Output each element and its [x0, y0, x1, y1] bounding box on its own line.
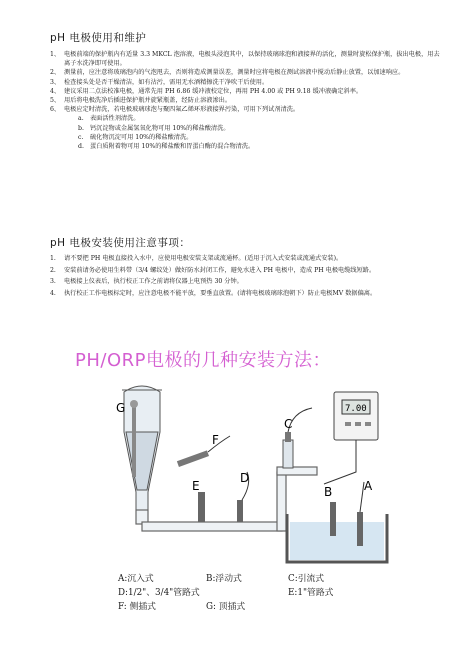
maintenance-list: [50, 50, 445, 151]
legend-row: [118, 600, 333, 614]
list-item: 2、 测量前，应注意将玻璃泡内的气泡甩去，否则将造成测量误差，测量时应将电极在测试溶液中搅动后静止放置，以加速响应。: [50, 69, 405, 77]
legend-item: G: 顶插式: [206, 602, 246, 612]
label-d: D: [240, 471, 250, 485]
legend-item: B:浮动式: [206, 574, 242, 584]
label-b: B: [324, 485, 333, 499]
tank-illustration: [122, 386, 162, 512]
section-title-installation: pH 电极安装使用注意事项：: [50, 237, 191, 249]
list-item-text: 电极前端的保护瓶内有适量 3.3 MKCL 泡溶液，电极头浸泡其中，以保持玻璃球泡和液接界的活化，测量时旋松保护瓶，拔出电极，用去离子水洗净即可使用。: [64, 51, 440, 68]
installation-notes-list: [50, 254, 445, 300]
list-item: 4. 执行校正工作电极标定时，应注意电极不能平放，要垂直放置。(请将电极玻璃球泡朝下）防止电极MV 数据偏离。: [50, 289, 377, 297]
list-item: 2. 安装前请务必使用生料带（3/4 螺纹处）做好防水封闭工作，避免水进入 PH 电极中，造成 PH 电极电缆线短路。: [50, 266, 376, 274]
list-item-text: 建议采用二点法校准电极，通常先用 PH 6.86 缓冲液校定位，再用 PH 4.00 或 PH 9.18 缓冲液确定斜率。: [64, 87, 363, 95]
sub-list-item: b. 钙沉淀物或金属氢氧化物可用 10%的稀盐酸清洗。: [78, 124, 230, 132]
list-item-text: 用后将电极洗净后插进保护瓶并旋紧瓶盖，经防止溶液渗出。: [64, 97, 232, 105]
legend-item: C:引流式: [288, 574, 325, 584]
section-title-maintenance: pH 电极使用和维护: [50, 32, 147, 44]
list-item-text: 测量前，应注意将玻璃泡内的气泡甩去，否则将造成测量误差，测量时应将电极在测试溶液中搅动后静止放置，以加速响应。: [64, 69, 405, 77]
pipe-half-inch-electrode: [237, 471, 249, 522]
legend-row: [118, 572, 333, 586]
sub-list-item: c. 硫化物沉淀可用 10%的稀盐酸清洗。: [78, 133, 193, 141]
list-item: 5、 用后将电极洗净后插进保护瓶并旋紧瓶盖，经防止溶液渗出。: [50, 97, 232, 105]
list-item-text: 电极应定时清洗，若电极玻璃球泡与聚四氟乙烯环形液接界污染，可用下列试剂清洗。: [64, 106, 300, 114]
list-item: 6、 电极应定时清洗，若电极玻璃球泡与聚四氟乙烯环形液接界污染，可用下列试剂清洗。 a. 表面活性剂清洗。 b. 钙沉淀物或金属氢氧化物可用 10%的稀盐酸清洗。 c. 硫化物沉淀可用 10%的稀盐酸清洗。 d. 蛋白质附着物可用 10%的稀盐酸和胃蛋白酶的混合物清洗。: [50, 105, 445, 151]
label-a: A: [364, 479, 373, 493]
ph-meter: [324, 392, 378, 484]
label-e: E: [192, 479, 200, 493]
water-basin: [287, 514, 387, 562]
list-item: 4、 建议采用二点法校准电极，通常先用 PH 6.86 缓冲液校定位，再用 PH 4.00 或 PH 9.18 缓冲液确定斜率。: [50, 87, 363, 95]
list-item: 3、 检查接头处是否干燥清洁，如有沾污，需用无水酒精擦洗干净吹干后使用。: [50, 78, 269, 86]
installation-diagram: [102, 372, 392, 572]
label-f: F: [212, 433, 219, 447]
legend-item: D:1/2"、3/4"管路式: [118, 588, 200, 598]
sub-list-item: a. 表面活性剂清洗。: [78, 115, 140, 123]
pipeline: [136, 467, 317, 531]
legend-item: F: 侧插式: [118, 602, 156, 612]
cleaning-reagent-list: [64, 114, 445, 151]
list-item-text: 检查接头处是否干燥清洁，如有沾污，需用无水酒精擦洗干净吹干后使用。: [64, 78, 269, 86]
legend-item: A:沉入式: [118, 574, 154, 584]
installation-legend: [118, 572, 333, 614]
side-insertion-electrode: [177, 433, 230, 467]
list-item: 1、 电极前端的保护瓶内有适量 3.3 MKCL 泡溶液，电极头浸泡其中，以保持玻璃球泡和液接界的活化，测量时旋松保护瓶，拔出电极，用去离子水洗净即可使用。: [50, 51, 440, 68]
installation-methods-title: PH/ORP电极的几种安装方法：: [75, 350, 331, 371]
list-item: 1. 请不要把 PH 电极直接投入水中，应使用电极安装支架或流通杯。(适用于沉入式安装或流通式安装)。: [50, 255, 343, 262]
label-g: G: [116, 401, 126, 415]
legend-item: E:1"管路式: [288, 588, 334, 598]
list-item: 3. 电极接上仪表后，执行校正工作之前请将仪器上电预热 30 分钟。: [50, 278, 243, 285]
legend-row: [118, 586, 333, 600]
meter-display: 7.00: [345, 404, 367, 414]
flow-through-electrode: [283, 408, 312, 468]
label-c: C: [284, 417, 293, 431]
pipe-1inch-electrode: [192, 479, 205, 522]
sub-list-item: d. 蛋白质附着物可用 10%的稀盐酸和胃蛋白酶的混合物清洗。: [78, 143, 255, 151]
